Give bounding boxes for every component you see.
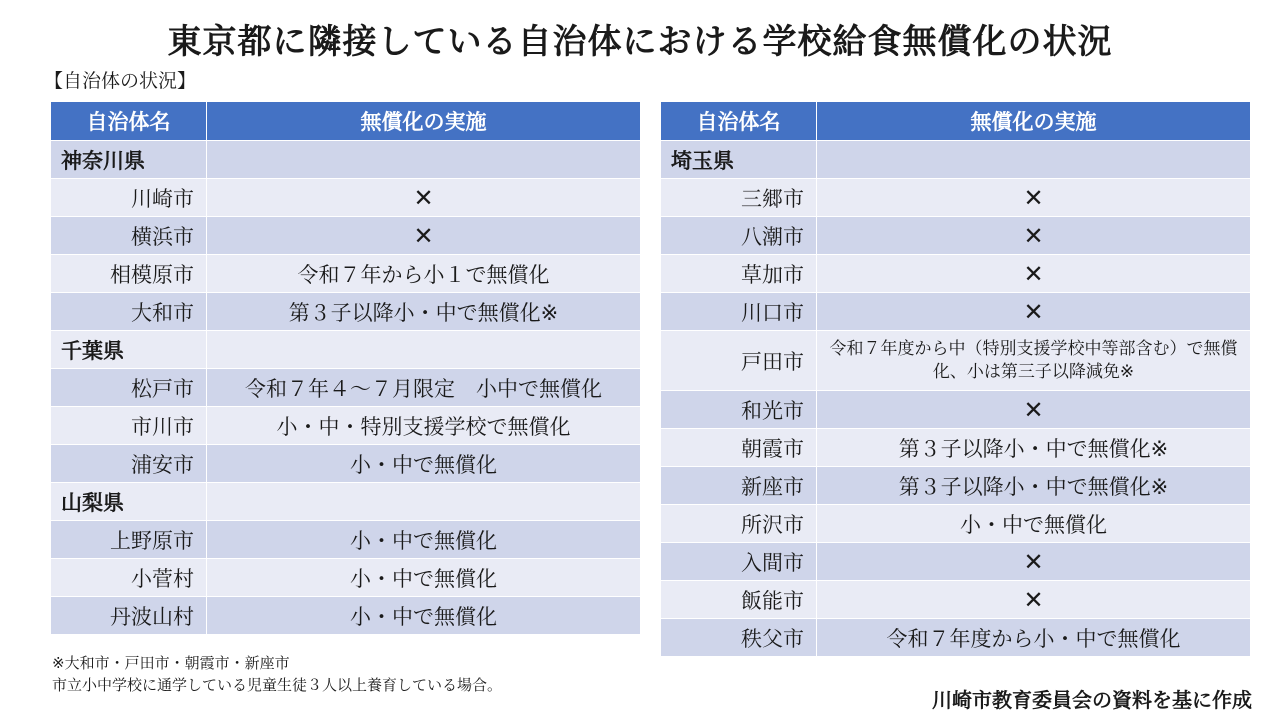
status-cell xyxy=(817,141,1251,179)
status-cell: 小・中・特別支援学校で無償化 xyxy=(207,407,641,445)
status-cell: 令和７年から小１で無償化 xyxy=(207,255,641,293)
municipality-name: 草加市 xyxy=(661,255,817,293)
prefecture-name: 山梨県 xyxy=(51,483,207,521)
table-row xyxy=(51,217,641,255)
table-row xyxy=(51,521,641,559)
table-row xyxy=(51,445,641,483)
table-row xyxy=(51,597,641,635)
status-cell xyxy=(207,331,641,369)
table-row xyxy=(661,619,1251,657)
municipality-name: 八潮市 xyxy=(661,217,817,255)
municipality-name: 所沢市 xyxy=(661,505,817,543)
prefecture-row xyxy=(51,331,641,369)
prefecture-name: 千葉県 xyxy=(51,331,207,369)
column-header-name: 自治体名 xyxy=(51,102,207,141)
not-implemented-mark: ✕ xyxy=(817,217,1251,255)
table-row xyxy=(661,217,1251,255)
status-cell: 令和７年度から小・中で無償化 xyxy=(817,619,1251,657)
municipality-name: 浦安市 xyxy=(51,445,207,483)
status-cell: 第３子以降小・中で無償化※ xyxy=(817,467,1251,505)
status-cell: 小・中で無償化 xyxy=(207,597,641,635)
municipality-name: 丹波山村 xyxy=(51,597,207,635)
not-implemented-mark: ✕ xyxy=(817,179,1251,217)
table-row xyxy=(51,255,641,293)
footnote-line-2: 市立小中学校に通学している児童生徒３人以上養育している場合。 xyxy=(52,676,503,694)
municipality-name: 戸田市 xyxy=(661,331,817,391)
table-row xyxy=(51,559,641,597)
municipality-name: 相模原市 xyxy=(51,255,207,293)
municipality-name: 小菅村 xyxy=(51,559,207,597)
municipality-name: 松戸市 xyxy=(51,369,207,407)
table-row xyxy=(661,331,1251,391)
municipality-name: 川口市 xyxy=(661,293,817,331)
table-row xyxy=(661,543,1251,581)
left-municipality-table xyxy=(50,101,641,635)
table-header-row xyxy=(51,102,641,141)
not-implemented-mark: ✕ xyxy=(207,217,641,255)
table-row xyxy=(661,179,1251,217)
table-row xyxy=(51,369,641,407)
status-cell: 令和７年度から中（特別支援学校中等部含む）で無償化、小は第三子以降減免※ xyxy=(817,331,1251,391)
table-row xyxy=(661,581,1251,619)
municipality-name: 入間市 xyxy=(661,543,817,581)
column-header-name: 自治体名 xyxy=(661,102,817,141)
not-implemented-mark: ✕ xyxy=(207,179,641,217)
footnote-line-1: ※大和市・戸田市・朝霞市・新座市 xyxy=(52,654,290,672)
source-credit: 川崎市教育委員会の資料を基に作成 xyxy=(932,688,1252,712)
not-implemented-mark: ✕ xyxy=(817,255,1251,293)
table-row xyxy=(661,467,1251,505)
prefecture-name: 埼玉県 xyxy=(661,141,817,179)
municipality-name: 和光市 xyxy=(661,391,817,429)
column-header-status: 無償化の実施 xyxy=(207,102,641,141)
prefecture-name: 神奈川県 xyxy=(51,141,207,179)
status-cell: 小・中で無償化 xyxy=(207,521,641,559)
column-header-status: 無償化の実施 xyxy=(817,102,1251,141)
table-header-row xyxy=(661,102,1251,141)
municipality-name: 川崎市 xyxy=(51,179,207,217)
prefecture-row xyxy=(661,141,1251,179)
table-row xyxy=(661,293,1251,331)
page-title: 東京都に隣接している自治体における学校給食無償化の状況 xyxy=(167,22,1113,62)
status-cell: 令和７年４～７月限定 小中で無償化 xyxy=(207,369,641,407)
section-label: 【自治体の状況】 xyxy=(44,70,197,92)
municipality-name: 飯能市 xyxy=(661,581,817,619)
status-cell: 小・中で無償化 xyxy=(817,505,1251,543)
municipality-name: 朝霞市 xyxy=(661,429,817,467)
not-implemented-mark: ✕ xyxy=(817,581,1251,619)
left-table-body xyxy=(51,141,641,635)
table-row xyxy=(661,505,1251,543)
not-implemented-mark: ✕ xyxy=(817,543,1251,581)
table-row xyxy=(661,391,1251,429)
right-municipality-table xyxy=(660,101,1251,657)
municipality-name: 新座市 xyxy=(661,467,817,505)
right-table-body xyxy=(661,141,1251,657)
table-row xyxy=(661,429,1251,467)
table-row xyxy=(51,179,641,217)
table-row xyxy=(51,407,641,445)
municipality-name: 市川市 xyxy=(51,407,207,445)
prefecture-row xyxy=(51,483,641,521)
municipality-name: 三郷市 xyxy=(661,179,817,217)
table-row xyxy=(51,293,641,331)
prefecture-row xyxy=(51,141,641,179)
municipality-name: 秩父市 xyxy=(661,619,817,657)
not-implemented-mark: ✕ xyxy=(817,293,1251,331)
not-implemented-mark: ✕ xyxy=(817,391,1251,429)
status-cell: 第３子以降小・中で無償化※ xyxy=(817,429,1251,467)
status-cell: 第３子以降小・中で無償化※ xyxy=(207,293,641,331)
status-cell xyxy=(207,141,641,179)
status-cell xyxy=(207,483,641,521)
table-row xyxy=(661,255,1251,293)
municipality-name: 上野原市 xyxy=(51,521,207,559)
status-cell: 小・中で無償化 xyxy=(207,445,641,483)
municipality-name: 大和市 xyxy=(51,293,207,331)
status-cell: 小・中で無償化 xyxy=(207,559,641,597)
municipality-name: 横浜市 xyxy=(51,217,207,255)
